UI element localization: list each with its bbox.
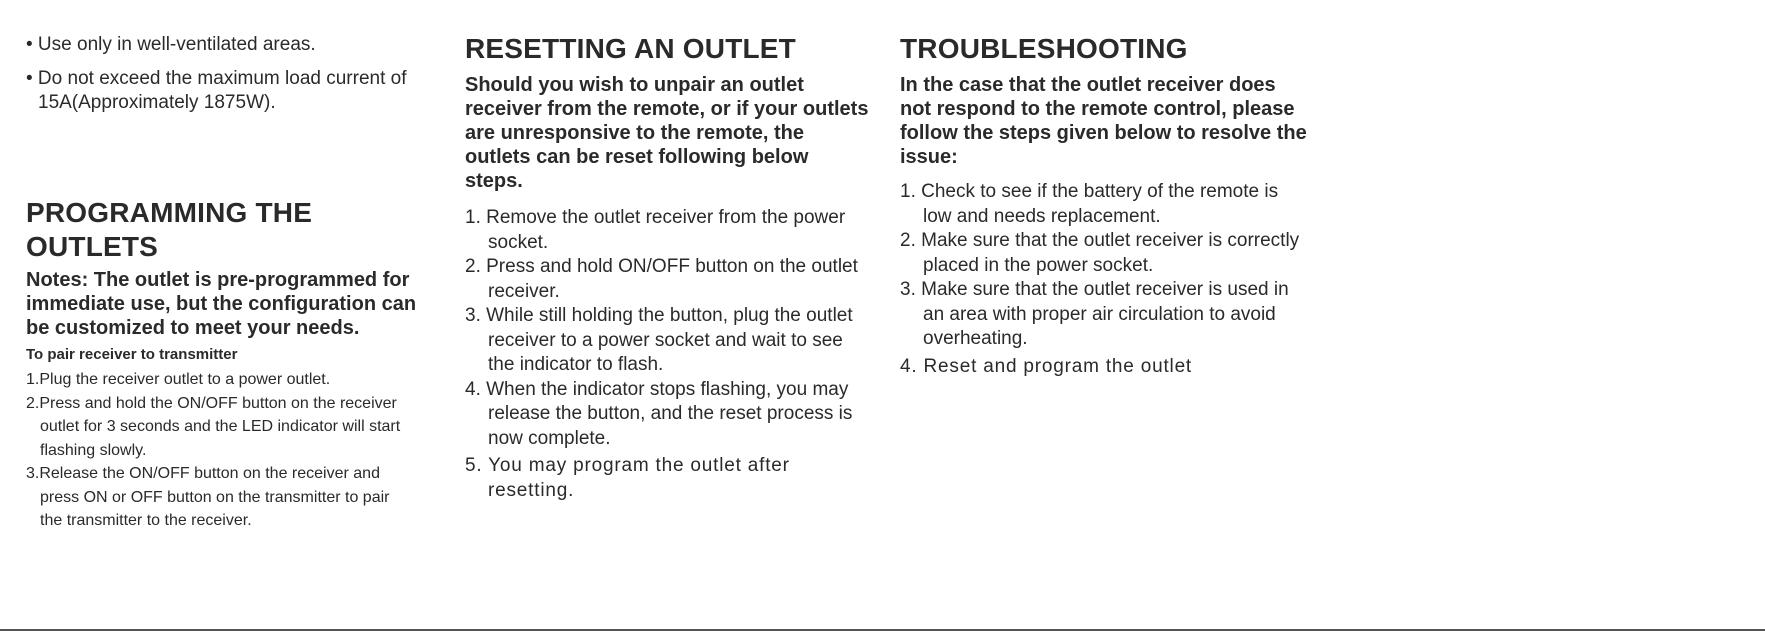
list-item: 1.Plug the receiver outlet to a power outlet.: [26, 371, 331, 388]
list-item: 2. Press and hold ON/OFF button on the outlet receiver.: [465, 256, 858, 302]
safety-bullet-ventilation: • Use only in well-ventilated areas.: [26, 34, 316, 55]
troubleshooting-title: TROUBLESHOOTING: [900, 33, 1188, 64]
list-item: 2. Make sure that the outlet receiver is correctly placed in the power socket.: [900, 230, 1300, 276]
list-item: 5. You may program the outlet after resetting.: [465, 455, 790, 501]
safety-bullet-load: • Do not exceed the maximum load current of 15A(Approximately 1875W).: [26, 68, 407, 113]
list-item: 1. Remove the outlet receiver from the power socket.: [465, 207, 846, 253]
list-item: 3.Release the ON/OFF button on the receiver and press ON or OFF button on the transmitter to pair the transmitter to the receiver.: [26, 465, 390, 529]
list-item: 3. While still holding the button, plug the outlet receiver to a power socket and wait to see the indicator to flash.: [465, 305, 853, 375]
list-item: 3. Make sure that the outlet receiver is used in an area with proper air circulation to avoid overheating.: [900, 279, 1289, 349]
pair-steps-list: [26, 368, 411, 533]
list-item: 2.Press and hold the ON/OFF button on the receiver outlet for 3 seconds and the LED indicator will start flashing slowly.: [26, 394, 401, 459]
troubleshooting-intro: In the case that the outlet receiver does not respond to the remote control, please follow the steps given below to resolve the issue:: [900, 74, 1307, 168]
programming-notes: Notes: The outlet is pre-programmed for immediate use, but the configuration can be customized to meet your needs.: [26, 269, 417, 339]
list-item: 4. Reset and program the outlet: [900, 355, 1193, 377]
list-item: 1. Check to see if the battery of the remote is low and needs replacement.: [900, 181, 1279, 227]
troubleshooting-steps-list: [900, 180, 1310, 379]
list-item: 4. When the indicator stops flashing, you may release the button, and the reset process is now complete.: [465, 378, 853, 449]
resetting-intro: Should you wish to unpair an outlet receiver from the remote, or if your outlets are unresponsive to the remote, the outlets can be reset following below steps.: [465, 74, 869, 192]
resetting-steps-list: [465, 206, 860, 503]
programming-title: PROGRAMMING THE OUTLETS: [26, 197, 313, 262]
pair-heading: To pair receiver to transmitter: [26, 346, 238, 363]
resetting-title: RESETTING AN OUTLET: [465, 33, 796, 64]
